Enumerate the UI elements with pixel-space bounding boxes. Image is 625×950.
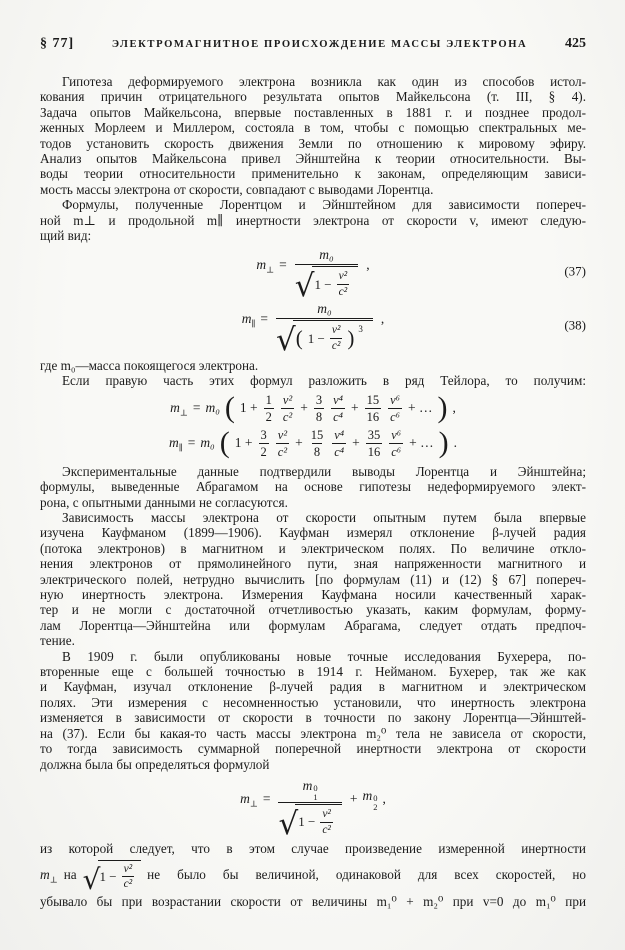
equation-taylor-perp: [40, 393, 586, 424]
right-paren: ): [347, 326, 355, 351]
fraction-numerator: m 0 1: [302, 777, 318, 802]
superscript: 0: [373, 792, 378, 803]
fraction-denominator: c²: [331, 340, 341, 353]
radicand-lead: 1 −: [314, 276, 332, 292]
text-line: Зависимость массы электрона от скорости опытным путем была впервые: [62, 510, 586, 525]
parallel-subscript: ∥: [251, 318, 256, 329]
fraction-numerator: v⁶: [390, 392, 401, 407]
fraction-numerator: v⁴: [334, 427, 345, 442]
equals-sign: =: [279, 257, 287, 273]
text-line: Формулы, полученные Лорентцом и Эйнштейном для зависимости попереч-: [62, 197, 586, 213]
text-line-with-radical: [40, 856, 586, 897]
fraction-numerator: v²: [338, 270, 348, 283]
fraction-numerator: v⁶: [391, 427, 402, 442]
running-title: ЭЛЕКТРОМАГНИТНОЕ ПРОИСХОЖДЕНИЕ МАССЫ ЭЛЕКТРОНА: [111, 39, 528, 50]
fraction-numerator: v²: [277, 427, 288, 442]
math-var-m0: m₀: [200, 435, 215, 451]
text-line: и Кауфман, изучал отклонение β-лучей радия в магнитном и электрическом: [40, 679, 586, 695]
perp-subscript: ⊥: [179, 407, 188, 418]
text-line: Гипотеза деформируемого электрона возникла как один из способов истол-: [62, 74, 586, 89]
variable-fraction: [331, 393, 345, 424]
math-var-m0: m₀: [205, 400, 220, 416]
perp-subscript: ⊥: [266, 265, 275, 276]
text-line: лам Лорентца—Эйнштейна или формулам Абрагама, следует отдать предпоч-: [40, 617, 586, 633]
math-var-m-perp: $m_\perp$: [40, 866, 58, 885]
text-fragment: не было бы величиной, одинаковой для всех скоростей, но: [147, 866, 586, 882]
fraction: [278, 777, 341, 842]
fraction-numerator: v²: [123, 862, 133, 875]
text-line: женных Морлеем и Миллером, состояла в том, чтобы с помощью спектральных ме-: [40, 120, 586, 136]
text-line: изучена Кауфманом (1899—1906). Кауфман измерял отклонение β-лучей радия: [40, 525, 586, 541]
fraction-bar: [295, 264, 358, 265]
equals-sign: =: [260, 311, 268, 327]
radicand: [293, 320, 373, 353]
equation-number: (38): [564, 317, 586, 333]
text-line: ную инертность электрона. Измерения Кауфмана носили качественный харак-: [40, 587, 586, 603]
sup-sub-stack: [373, 794, 377, 812]
page-header: [40, 36, 586, 52]
radical-icon: √: [294, 268, 315, 305]
variable-fraction: [389, 428, 403, 459]
fraction-denominator: 8: [315, 409, 323, 424]
radicand: [295, 804, 342, 837]
equals-sign: =: [187, 435, 196, 451]
fraction-numerator: m₀: [319, 247, 334, 263]
fraction-numerator: v²: [322, 807, 331, 820]
fraction-denominator: c²: [277, 444, 288, 459]
text-fragment: на: [63, 867, 77, 883]
text-line: то тогда зависимость суммарной поперечной инертности электрона от скорости: [40, 741, 586, 757]
exponent: 3: [358, 323, 363, 334]
math-var-m-perp: $m_\perp$: [256, 257, 275, 276]
comma: ,: [380, 311, 385, 327]
left-paren: (: [224, 391, 235, 425]
text-line: рона, с опытными данными не согласуются.: [40, 494, 288, 510]
text-line: щий вид:: [40, 228, 92, 244]
radical-icon: √: [82, 863, 101, 897]
text-line: полях. Эти измерения с несомненностью установили, что инертность электрона: [40, 694, 586, 710]
variable-fraction: [388, 393, 402, 424]
right-paren: ): [438, 426, 449, 460]
comma: ,: [366, 257, 370, 273]
text-line: где m₀—масса покоящегося электрона.: [40, 357, 259, 373]
equals-sign: =: [192, 400, 201, 416]
plus-sign: +: [300, 400, 308, 416]
radicand-lead: 1 −: [298, 814, 316, 830]
paragraph-formulas-intro: [40, 197, 586, 243]
fraction-numerator: 35: [367, 427, 381, 442]
fraction-denominator: c⁶: [391, 444, 402, 459]
equals-sign: =: [262, 791, 271, 807]
text-line: нения электронов от прямолинейного пути, зная напряженности магнитного и: [40, 556, 586, 572]
paragraph-kaufman: [40, 510, 586, 649]
text-line: Задача опытов Майкельсона, впервые поставленных в 1881 г. и позднее продол-: [40, 104, 586, 120]
text-line: воды теории относительности применительно к законам, определяющим зависи-: [40, 166, 586, 182]
fraction-numerator: v²: [331, 324, 341, 337]
fraction-denominator: c²: [282, 409, 293, 424]
fraction: [337, 270, 350, 299]
math-var-m-par: $m_\parallel$: [169, 435, 183, 453]
math-var-m-par: $m_\parallel$: [241, 311, 256, 329]
fraction-denominator: 8: [313, 444, 321, 459]
fraction-numerator: m₀: [317, 301, 332, 317]
radicand-lead: 1 −: [307, 330, 325, 346]
text-line: вторенные еще с большей точностью в 1914 г. Нейманом. Бухерер, так же как: [40, 664, 586, 680]
plus-sign: +: [349, 791, 358, 807]
text-line: электрического полей, нетрудно вычислить [по формулам (11) и (12) § 67] попереч-: [40, 571, 586, 587]
page-content: [40, 36, 586, 909]
variable-fraction: [276, 428, 289, 459]
text-line: Если правую часть этих формул разложить в ряд Тейлора, то получим:: [62, 373, 586, 389]
equation-37: [40, 247, 586, 305]
comma: ,: [382, 791, 386, 807]
left-paren: (: [295, 326, 303, 351]
page-number: 425: [564, 36, 586, 51]
fraction-denominator: c⁶: [390, 409, 401, 424]
text-line: убывало бы при возрастании скорости от величины m₁⁰ + m₂⁰ при v=0 до m₁⁰ при: [40, 893, 586, 909]
coefficient-fraction: [366, 428, 383, 459]
coefficient-fraction: [314, 393, 324, 424]
subscript: 2: [373, 801, 378, 812]
text-line: тодов установить скорость движения Земли по отношению к мировому эфиру.: [40, 135, 586, 151]
text-line: Экспериментальные данные подтвердили выводы Лорентца и Эйнштейна;: [62, 463, 586, 479]
fraction-denominator: c⁴: [334, 444, 345, 459]
square-root: [82, 860, 142, 897]
fraction-numerator: 1: [265, 392, 272, 407]
math-var-m-perp: $m_\perp$: [170, 400, 188, 418]
paragraph-experimental: [40, 464, 586, 510]
variable-fraction: [281, 393, 294, 424]
fraction-numerator: 15: [310, 427, 324, 442]
fraction-denominator: 2: [260, 444, 267, 459]
radicand: [312, 266, 359, 299]
plus-sign: +: [295, 435, 303, 451]
equation-number: (37): [564, 263, 586, 279]
equation-38: [40, 301, 586, 358]
coefficient-fraction: [264, 393, 274, 424]
fraction: [330, 324, 343, 353]
series-lead: 1 +: [239, 400, 258, 416]
fraction-denominator: c⁴: [333, 409, 343, 424]
section-marker: § 77]: [40, 36, 75, 51]
equation-taylor-par: [40, 428, 586, 459]
equation-sum: [40, 777, 586, 842]
coefficient-fraction: [309, 428, 326, 459]
fraction-denominator: c²: [322, 823, 331, 836]
text-line: мость массы электрона от скорости, совпадают с выводами Лорентца.: [40, 181, 434, 197]
comma: ,: [452, 400, 456, 416]
period: .: [453, 435, 457, 451]
series-lead: 1 +: [234, 435, 253, 451]
fraction-denominator: 16: [367, 444, 381, 459]
coefficient-fraction: [259, 428, 269, 459]
radical-icon: √: [278, 805, 299, 842]
superscript: 0: [313, 782, 318, 793]
text-line: формулы, выведенные Абрагамом на основе гипотезы недеформируемого элект-: [40, 479, 586, 495]
fraction: [320, 808, 333, 837]
fraction-denominator: 16: [366, 409, 380, 424]
sup-sub-stack: [313, 784, 317, 802]
radical-icon: √: [276, 321, 296, 358]
text-line: изменяется в зависимости от скорости в точности по закону Лорентца—Эйнштей-: [40, 710, 586, 726]
text-line: тение.: [40, 633, 75, 649]
fraction: [294, 247, 358, 305]
square-root: [294, 266, 358, 305]
text-line: Анализ опытов Майкельсона привел Эйнштейна к теории относительности. Вы-: [40, 151, 586, 167]
subscript: 1: [313, 791, 318, 802]
text-line: тер и не могли с достаточной отчетливостью указать, каким формулам, форму-: [40, 602, 586, 618]
text-line: должна была бы определяться формулой: [40, 756, 270, 772]
text-line: ной m⊥ и продольной m∥ инертности электрона от скорости v, имеют следую-: [40, 212, 586, 228]
fraction-denominator: c²: [338, 286, 348, 299]
parallel-subscript: ∥: [178, 442, 183, 453]
fraction-numerator: 3: [315, 392, 323, 407]
fraction-bar: [278, 802, 341, 803]
square-root: [278, 804, 341, 842]
radicand: [98, 860, 142, 892]
fraction-numerator: 3: [260, 427, 267, 442]
fraction-denominator: 2: [265, 409, 272, 424]
ellipsis-tail: + …: [409, 435, 434, 451]
fraction: [276, 301, 373, 358]
math-var-m2: m 0 2: [362, 787, 378, 812]
perp-subscript: ⊥: [49, 874, 58, 885]
math-var-m-perp: $m_\perp$: [240, 791, 258, 809]
right-paren: ): [437, 391, 448, 425]
text-line: кования причин отрицательного результата опытов Майкельсона (т. III, § 4).: [40, 89, 586, 105]
coefficient-fraction: [365, 393, 382, 424]
paragraph-conclusion: [40, 841, 586, 910]
fraction-numerator: 15: [366, 392, 380, 407]
fraction-numerator: v⁴: [333, 392, 343, 407]
fraction: [122, 863, 135, 892]
square-root: [276, 320, 373, 358]
fraction-numerator: v²: [282, 392, 293, 407]
text-line: (потока электронов) в магнитном и электрическом полях. По величине откло-: [40, 540, 586, 556]
text-line: В 1909 г. были опубликованы новые точные исследования Бухерера, по-: [62, 648, 586, 664]
ellipsis-tail: + …: [408, 400, 433, 416]
paragraph-hypothesis: [40, 74, 586, 197]
plus-sign: +: [352, 435, 360, 451]
radicand-lead: 1 −: [99, 868, 117, 884]
paragraph-bucherer: [40, 649, 586, 772]
variable-fraction: [332, 428, 346, 459]
left-paren: (: [219, 426, 230, 460]
text-line: на (37). Если бы какая-то часть массы электрона m₂⁰ тела не зависела от скорости,: [40, 725, 586, 741]
plus-sign: +: [351, 400, 359, 416]
fraction-denominator: c²: [123, 878, 133, 891]
perp-subscript: ⊥: [249, 798, 258, 809]
fraction-bar: [276, 318, 373, 319]
text-line: из которой следует, что в этом случае произведение измеренной инертности: [40, 840, 586, 856]
